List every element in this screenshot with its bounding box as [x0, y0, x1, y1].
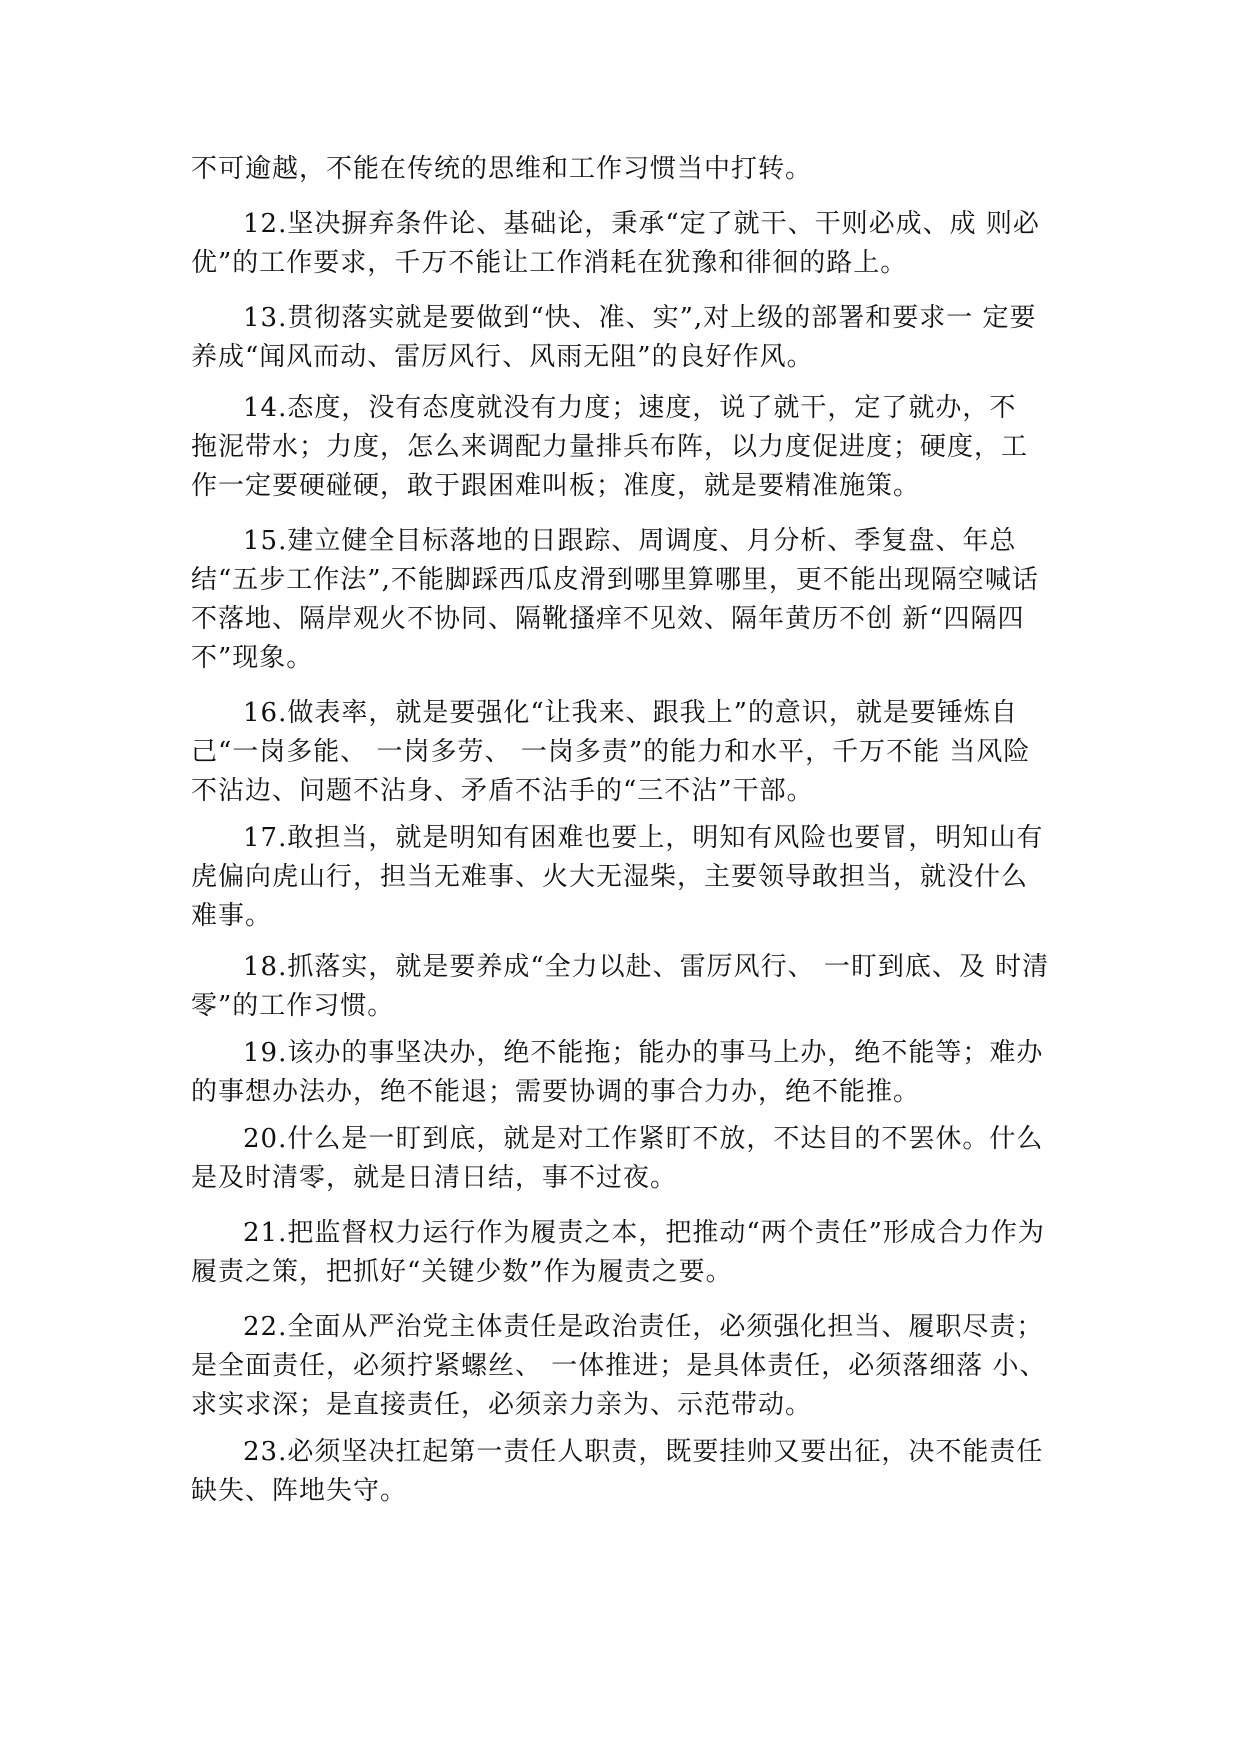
paragraph-continuation: 不可逾越，不能在传统的思维和工作习惯当中打转。	[191, 154, 813, 184]
paragraph-item-22: 22.全面从严治党主体责任是政治责任，必须强化担当、履职尽责；是全面责任，必须拧紧螺丝、 一体推进；是具体责任，必须落细落 小、求实求深；是直接责任，必须亲力亲为、示范带动。	[191, 1312, 1047, 1420]
paragraph-item-21: 21.把监督权力运行作为履责之本，把推动“两个责任”形成合力作为履责之策，把抓好“关键少数”作为履责之要。	[191, 1218, 1045, 1287]
paragraph-item-20: 20.什么是一盯到底，就是对工作紧盯不放，不达目的不罢休。什么是及时清零，就是日清日结，事不过夜。	[191, 1124, 1044, 1193]
paragraph-item-12: 12.坚决摒弃条件论、基础论，秉承“定了就干、干则必成、成 则必优”的工作要求，千万不能让工作消耗在犹豫和徘徊的路上。	[191, 209, 1040, 278]
paragraph-item-15: 15.建立健全目标落地的日跟踪、周调度、月分析、季复盘、年总结“五步工作法”,不能脚踩西瓜皮滑到哪里算哪里，更不能出现隔空喊话不落地、隔岸观火不协同、隔靴搔痒不见效、隔年黄历不创 新“四隔四不”现象。	[191, 526, 1039, 673]
paragraph-item-19: 19.该办的事坚决办，绝不能拖；能办的事马上办，绝不能等；难办的事想办法办，绝不能退；需要协调的事合力办，绝不能推。	[191, 1038, 1044, 1107]
paragraph-item-23: 23.必须坚决扛起第一责任人职责，既要挂帅又要出征，决不能责任缺失、阵地失守。	[191, 1437, 1044, 1506]
paragraph-item-17: 17.敢担当，就是明知有困难也要上，明知有风险也要冒，明知山有虎偏向虎山行，担当无难事、火大无湿柴，主要领导敢担当，就没什么难事。	[191, 823, 1044, 931]
document-body	[191, 150, 1051, 1511]
paragraph-item-18: 18.抓落实，就是要养成“全力以赴、雷厉风行、 一盯到底、及 时清零”的工作习惯。	[191, 952, 1050, 1021]
paragraph-item-14: 14.态度，没有态度就没有力度；速度，说了就干，定了就办，不 拖泥带水；力度，怎么来调配力量排兵布阵，以力度促进度；硬度，工 作一定要硬碰硬，敢于跟困难叫板；准度，就是要精准施策。	[191, 393, 1029, 501]
paragraph-item-13: 13.贯彻落实就是要做到“快、准、实”,对上级的部署和要求一 定要养成“闻风而动、雷厉风行、风雨无阻”的良好作风。	[191, 303, 1037, 372]
paragraph-item-16: 16.做表率，就是要强化“让我来、跟我上”的意识，就是要锤炼自己“一岗多能、 一岗多劳、 一岗多责”的能力和水平，千万不能 当风险不沾边、问题不沾身、矛盾不沾手的“三不沾”干部。	[191, 698, 1031, 806]
